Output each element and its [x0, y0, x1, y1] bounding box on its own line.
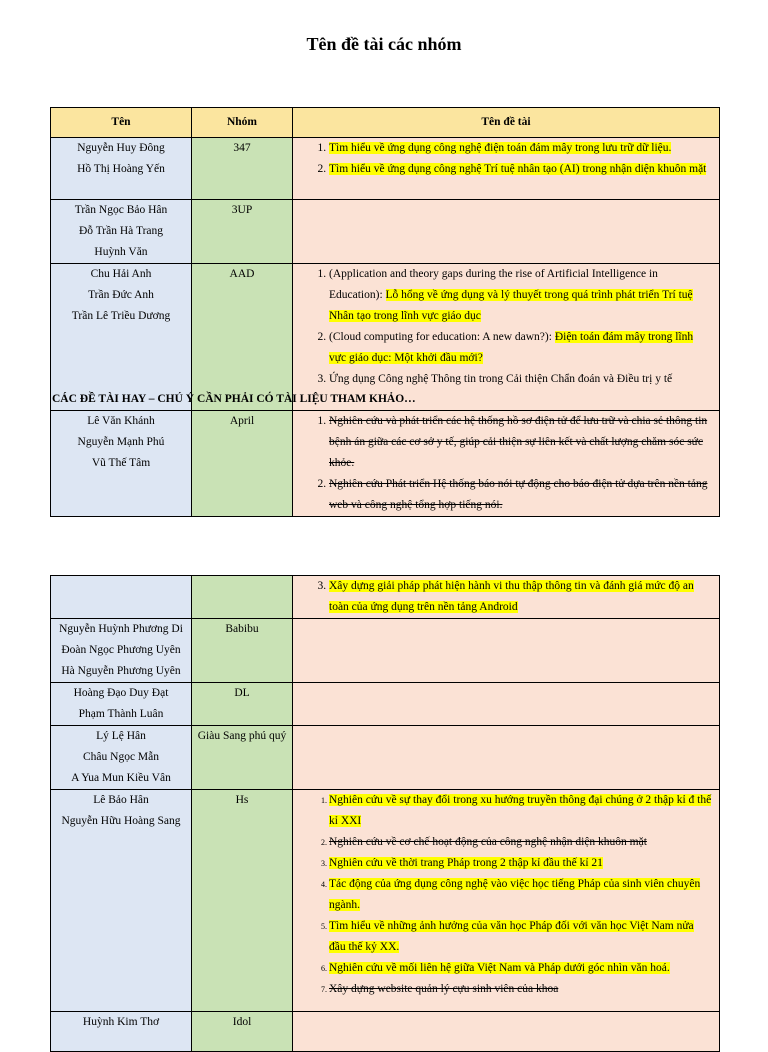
- topic-item: 1. (Application and theory gaps during the rise of Artificial Intelligence in Education): Lỗ hổng về ứng dụng và lý thuyết trong quá trình phát triển Trí tuệ Nhân tạo trong lĩnh vực giáo dục: [329, 264, 713, 327]
- member-names: [51, 200, 192, 264]
- header-name: Tên: [51, 108, 192, 138]
- table-row: [51, 264, 720, 411]
- topic-list: [293, 1012, 720, 1052]
- group-name: Giàu Sang phú quý: [192, 726, 293, 790]
- groups-table-1: [50, 107, 720, 517]
- topic-item: 5. Tìm hiểu về những ảnh hưởng của văn học Pháp đối với văn học Việt Nam nửa đầu thế kỷ XX.: [329, 916, 713, 958]
- page-title: Tên đề tài các nhóm: [306, 34, 462, 54]
- member-name: Chu Hải Anh: [90, 268, 152, 280]
- topic-list: [293, 683, 720, 726]
- group-name: DL: [192, 683, 293, 726]
- member-name: Lý Lệ Hân: [96, 730, 146, 742]
- topic-note: CÁC ĐỀ TÀI HAY – CHÚ Ý CẦN PHẢI CÓ TÀI LIỆU THAM KHẢO…: [52, 393, 416, 405]
- topic-item: 1. Nghiên cứu và phát triển các hệ thống hồ sơ điện tử để lưu trữ và chia sẻ thông tin bệnh án giữa các cơ sở y tế, giúp cải thiện sự liên kết và chất lượng chăm sóc sức khỏe.: [329, 411, 713, 474]
- member-name: Nguyễn Hữu Hoàng Sang: [61, 815, 181, 827]
- group-name: [192, 576, 293, 619]
- member-name: Trần Đức Anh: [88, 289, 154, 301]
- topic-item: 7. Xây dựng website quản lý cựu sinh viên của khoa: [329, 979, 713, 1000]
- groups-table-2: [50, 575, 720, 1052]
- group-name: AAD: [192, 264, 293, 411]
- member-names: [51, 790, 192, 1012]
- member-names: [51, 1012, 192, 1052]
- topic-item: 4. Tác động của ứng dụng công nghệ vào việc học tiếng Pháp của sinh viên chuyên ngành.: [329, 874, 713, 916]
- topic-list: [293, 619, 720, 683]
- member-name: Trần Lê Triều Dương: [71, 310, 171, 322]
- member-name: Nguyễn Huy Đông: [77, 142, 165, 154]
- member-names: [51, 619, 192, 683]
- group-name: Idol: [192, 1012, 293, 1052]
- topic-item: 1. Tìm hiểu về ứng dụng công nghệ điện toán đám mây trong lưu trữ dữ liệu.: [329, 138, 713, 159]
- topic-item: 3. Ứng dụng Công nghệ Thông tin trong Cải thiện Chẩn đoán và Điều trị y tế: [329, 369, 713, 390]
- member-name: Hà Nguyễn Phương Uyên: [61, 665, 181, 677]
- member-names: [51, 576, 192, 619]
- member-names: [51, 411, 192, 517]
- member-name: Hoàng Đạo Duy Đạt: [73, 687, 169, 699]
- member-name: Lê Văn Khánh: [87, 415, 155, 427]
- topic-item: 2. (Cloud computing for education: A new dawn?): Điện toán đám mây trong lĩnh vực giáo dục: Một khởi đầu mới?: [329, 327, 713, 369]
- table-row: [51, 576, 720, 619]
- topic-list: [293, 576, 720, 619]
- topic-item: 6. Nghiên cứu về mối liên hệ giữa Việt Nam và Pháp dưới góc nhìn văn hoá.: [329, 958, 713, 979]
- table-row: [51, 683, 720, 726]
- header-group: Nhóm: [192, 108, 293, 138]
- topic-list: [293, 138, 720, 200]
- member-name: Đỗ Trần Hà Trang: [78, 225, 164, 237]
- topic-list: [293, 726, 720, 790]
- member-name: A Yua Mun Kiều Vân: [71, 772, 171, 784]
- group-name: Babibu: [192, 619, 293, 683]
- member-name: Huỳnh Văn: [94, 246, 148, 258]
- member-names: [51, 726, 192, 790]
- member-name: Nguyễn Huỳnh Phương Di: [59, 623, 183, 635]
- group-name: 347: [192, 138, 293, 200]
- member-name: Vũ Thế Tâm: [91, 457, 151, 469]
- member-name: Trần Ngọc Bảo Hân: [74, 204, 168, 216]
- table-row: [51, 411, 720, 517]
- member-name: Hồ Thị Hoàng Yến: [77, 163, 165, 175]
- table-row: [51, 619, 720, 683]
- table-header-row: [51, 108, 720, 138]
- member-name: Nguyễn Mạnh Phú: [77, 436, 165, 448]
- topic-list: [293, 200, 720, 264]
- group-name: Hs: [192, 790, 293, 1012]
- member-name: Châu Ngọc Mẫn: [82, 751, 159, 763]
- table-row: [51, 200, 720, 264]
- topic-item: 3. Xây dựng giải pháp phát hiện hành vi thu thập thông tin và đánh giá mức độ an toàn của ứng dụng trên nền tảng Android: [329, 576, 713, 618]
- topic-item: 2. Tìm hiểu về ứng dụng công nghệ Trí tuệ nhân tạo (AI) trong nhận diện khuôn mặt: [329, 159, 713, 180]
- table-row: [51, 1012, 720, 1052]
- topic-item: 2. Nghiên cứu Phát triển Hệ thống báo nói tự động cho báo điện tử dựa trên nền tảng web và công nghệ tổng hợp tiếng nói.: [329, 474, 713, 516]
- topic-item: 3. Nghiên cứu về thời trang Pháp trong 2 thập kỉ đầu thế kỉ 21: [329, 853, 713, 874]
- member-name: Lê Bảo Hân: [93, 794, 149, 806]
- group-name: 3UP: [192, 200, 293, 264]
- table-row: [51, 790, 720, 1012]
- group-name: April: [192, 411, 293, 517]
- topic-list: [293, 790, 720, 1012]
- member-names: [51, 138, 192, 200]
- member-name: Huỳnh Kim Thơ: [82, 1016, 160, 1028]
- topic-item: 1. Nghiên cứu về sự thay đổi trong xu hướng truyền thông đại chúng ở 2 thập kỉ đ thế kỉ XXI: [329, 790, 713, 832]
- member-name: Đoàn Ngọc Phương Uyên: [61, 644, 181, 656]
- topic-list: [293, 411, 720, 517]
- topic-item: 2. Nghiên cứu về cơ chế hoạt động của công nghệ nhận diện khuôn mặt: [329, 832, 713, 853]
- member-names: [51, 683, 192, 726]
- header-topic: Tên đề tài: [293, 108, 720, 138]
- member-name: Phạm Thành Luân: [78, 708, 164, 720]
- table-row: [51, 726, 720, 790]
- table-row: [51, 138, 720, 200]
